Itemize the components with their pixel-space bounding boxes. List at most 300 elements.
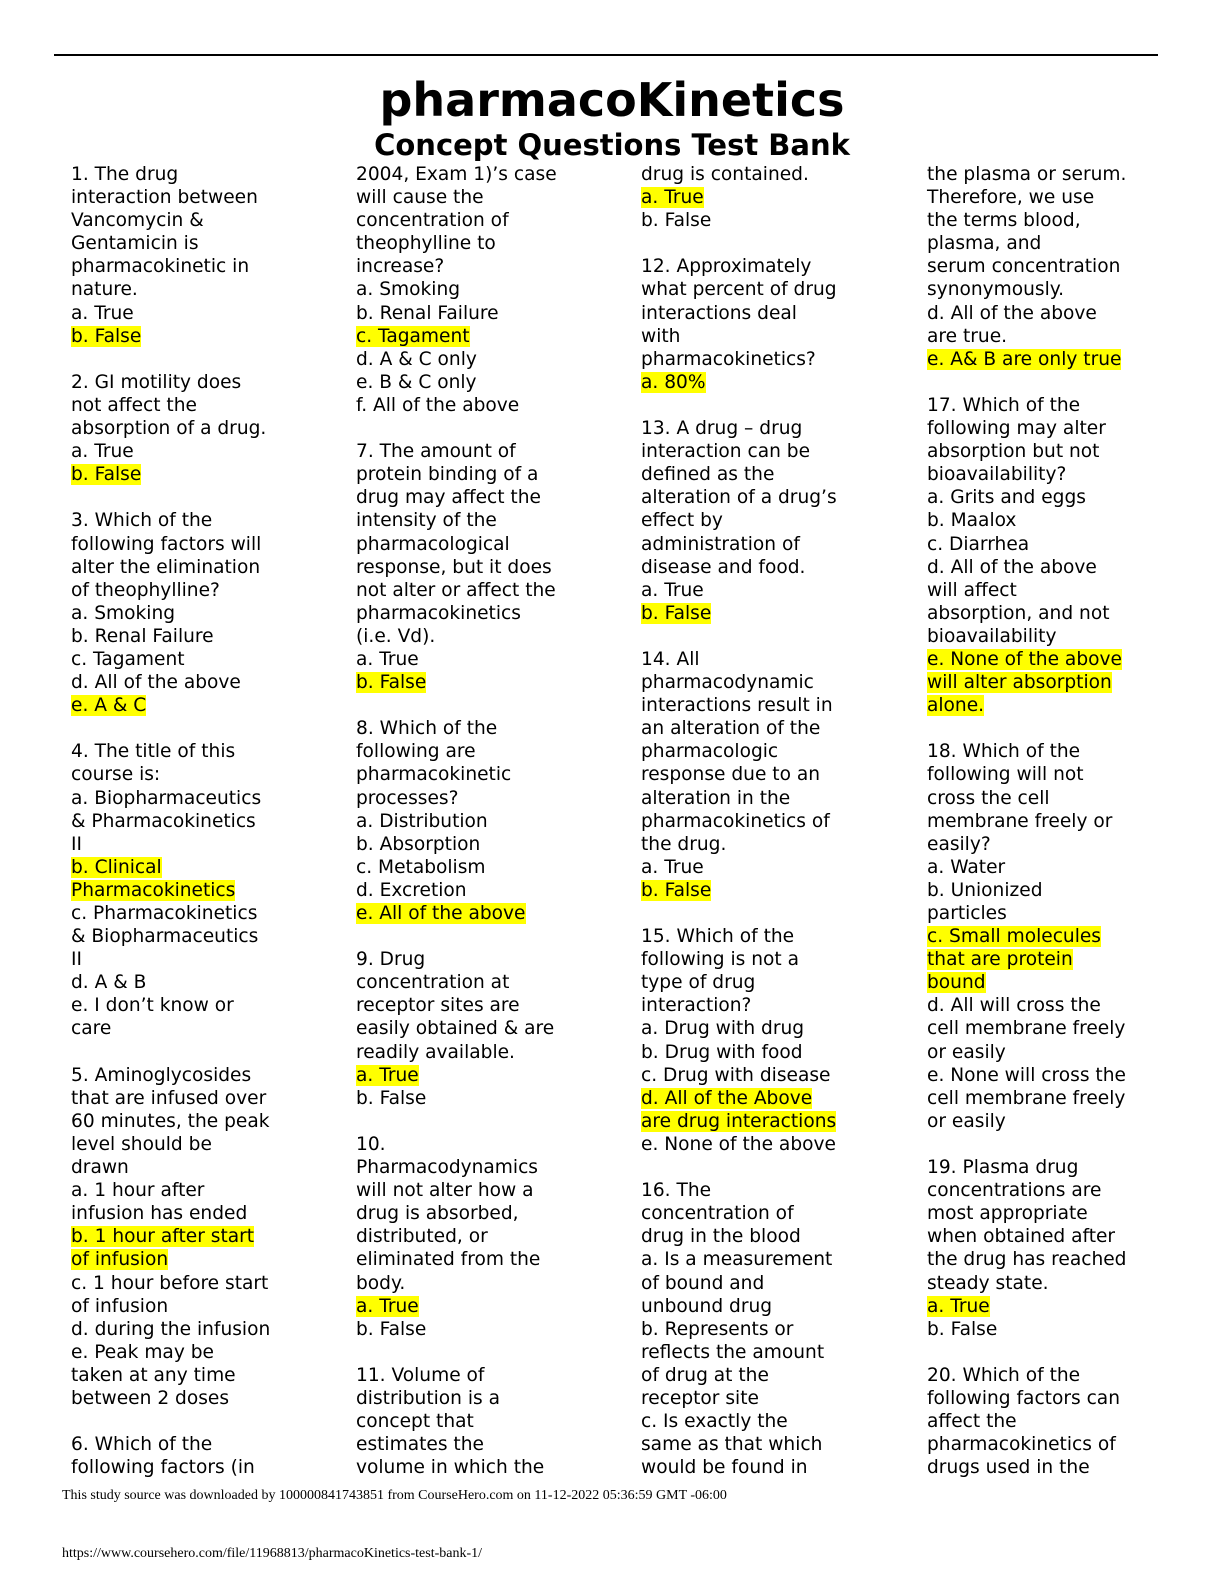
question-line: [71, 625, 343, 648]
line-text: 11. Volume of: [356, 1364, 485, 1386]
line-text: f. All of the above: [356, 394, 520, 416]
question-line: [71, 556, 343, 579]
question-line: [356, 1456, 628, 1479]
question-line: [71, 1364, 343, 1387]
question-line: [356, 763, 628, 786]
line-text: what percent of drug: [641, 279, 837, 301]
question-line: [356, 1064, 628, 1087]
question-line: [356, 1248, 628, 1271]
question-line: [356, 186, 628, 209]
line-text: estimates the: [356, 1434, 484, 1456]
line-text: a. Smoking: [356, 279, 461, 301]
question-line: [927, 556, 1199, 579]
question-line: [356, 902, 628, 925]
line-text: absorption, and not: [927, 602, 1110, 624]
question-line: [641, 694, 913, 717]
line-text: 2004, Exam 1)’s case: [356, 164, 557, 185]
line-text: drug is contained.: [641, 164, 809, 185]
question-line: [356, 302, 628, 325]
line-text: e. B & C only: [356, 371, 477, 393]
line-text: alter the elimination: [71, 556, 261, 578]
question-line: [641, 1364, 913, 1387]
line-text: following may alter: [927, 418, 1106, 440]
line-text: 10.: [356, 1133, 386, 1155]
line-text: 18. Which of the: [927, 741, 1081, 763]
highlighted-answer: of infusion: [71, 1249, 169, 1271]
line-text: or easily: [927, 1110, 1006, 1132]
line-text: disease and food.: [641, 556, 806, 578]
question-line: [71, 694, 343, 717]
question-line: [641, 486, 913, 509]
question-line: [927, 463, 1199, 486]
line-text: course is:: [71, 764, 161, 786]
line-text: c. Tagament: [71, 648, 185, 670]
line-text: a. True: [71, 441, 134, 463]
line-text: following is not a: [641, 949, 800, 971]
question-line: [356, 232, 628, 255]
question-line: [356, 1341, 628, 1364]
question-line: [641, 925, 913, 948]
line-text: a. True: [356, 648, 419, 670]
question-line: [641, 209, 913, 232]
line-text: a. Smoking: [71, 602, 176, 624]
question-line: [71, 1202, 343, 1225]
highlighted-answer: d. All of the Above: [641, 1087, 813, 1109]
line-text: pharmacokinetics: [356, 602, 521, 624]
question-line: [641, 1156, 913, 1179]
line-text: 6. Which of the: [71, 1434, 213, 1456]
line-text: infusion has ended: [71, 1203, 248, 1225]
question-line: [641, 1387, 913, 1410]
question-line: [71, 948, 343, 971]
question-line: [927, 348, 1199, 371]
page-title: pharmacoKinetics: [379, 73, 845, 127]
line-text: affect the: [927, 1411, 1017, 1433]
question-line: [356, 648, 628, 671]
line-text: the plasma or serum.: [927, 164, 1127, 185]
page-subtitle: Concept Questions Test Bank: [374, 128, 850, 162]
question-line: [641, 879, 913, 902]
line-text: 13. A drug – drug: [641, 418, 803, 440]
question-line: [927, 186, 1199, 209]
question-line: [356, 1087, 628, 1110]
question-line: [641, 1110, 913, 1133]
question-line: [356, 787, 628, 810]
question-line: [927, 1248, 1199, 1271]
question-line: [356, 325, 628, 348]
line-text: d. All of the above: [71, 672, 241, 694]
question-line: [927, 717, 1199, 740]
line-text: response, but it does: [356, 556, 552, 578]
line-text: easily?: [927, 833, 991, 855]
question-line: [356, 163, 628, 186]
question-line: [356, 856, 628, 879]
question-line: [641, 740, 913, 763]
question-line: [356, 1295, 628, 1318]
line-text: processes?: [356, 787, 459, 809]
line-text: c. Pharmacokinetics: [71, 903, 258, 924]
question-line: [356, 486, 628, 509]
line-text: same as that which: [641, 1434, 823, 1456]
question-line: [641, 186, 913, 209]
line-text: pharmacokinetics of: [641, 810, 830, 832]
line-text: e. None of the above: [641, 1133, 836, 1155]
highlighted-answer: Pharmacokinetics: [71, 879, 236, 901]
question-line: [356, 1364, 628, 1387]
question-line: [71, 1410, 343, 1433]
question-line: [927, 1017, 1199, 1040]
line-text: drug in the blood: [641, 1226, 801, 1248]
question-line: [927, 209, 1199, 232]
question-line: [641, 163, 913, 186]
question-line: [71, 486, 343, 509]
question-line: [356, 556, 628, 579]
line-text: concentration of: [641, 1203, 794, 1225]
question-line: [71, 394, 343, 417]
question-line: [71, 463, 343, 486]
line-text: would be found in: [641, 1457, 808, 1479]
question-line: [641, 1295, 913, 1318]
question-line: [71, 1295, 343, 1318]
line-text: following will not: [927, 764, 1084, 786]
line-text: not affect the: [71, 394, 197, 416]
line-text: a. Water: [927, 856, 1006, 878]
question-line: [71, 833, 343, 856]
line-text: drug is absorbed,: [356, 1203, 519, 1225]
question-line: [356, 509, 628, 532]
line-text: bioavailability?: [927, 464, 1067, 486]
question-line: [927, 856, 1199, 879]
question-line: [641, 509, 913, 532]
line-text: the terms blood,: [927, 210, 1081, 232]
question-line: [927, 325, 1199, 348]
line-text: 2. GI motility does: [71, 371, 242, 393]
question-line: [641, 1272, 913, 1295]
line-text: increase?: [356, 256, 445, 278]
question-line: [641, 902, 913, 925]
question-line: [641, 1133, 913, 1156]
line-text: of bound and: [641, 1272, 765, 1294]
line-text: b. Unionized: [927, 879, 1043, 901]
question-line: [356, 1410, 628, 1433]
line-text: b. False: [356, 1087, 427, 1109]
line-text: interaction between: [71, 187, 258, 209]
line-text: & Pharmacokinetics: [71, 810, 256, 832]
line-text: response due to an: [641, 764, 821, 786]
highlighted-answer: b. 1 hour after start: [71, 1226, 255, 1248]
line-text: e. I don’t know or: [71, 995, 234, 1017]
line-text: nature.: [71, 279, 138, 301]
question-line: [71, 1133, 343, 1156]
line-text: Pharmacodynamics: [356, 1157, 538, 1179]
line-text: cross the cell: [927, 787, 1050, 809]
line-text: a. Is a measurement: [641, 1249, 833, 1271]
line-text: synonymously.: [927, 279, 1065, 301]
question-line: [71, 1179, 343, 1202]
question-line: [71, 763, 343, 786]
question-line: [356, 948, 628, 971]
question-line: [356, 348, 628, 371]
question-line: [641, 1179, 913, 1202]
question-line: [927, 533, 1199, 556]
question-line: [356, 971, 628, 994]
line-text: with: [641, 325, 681, 347]
question-line: [927, 1318, 1199, 1341]
line-text: 4. The title of this: [71, 741, 236, 763]
line-text: 19. Plasma drug: [927, 1157, 1079, 1179]
question-line: [927, 1225, 1199, 1248]
question-line: [641, 1341, 913, 1364]
highlighted-answer: c. Tagament: [356, 325, 470, 347]
question-line: [927, 810, 1199, 833]
question-line: [641, 1041, 913, 1064]
highlighted-answer: b. False: [71, 464, 142, 486]
line-text: concentrations are: [927, 1180, 1102, 1202]
line-text: II: [71, 833, 82, 855]
question-line: [641, 648, 913, 671]
line-text: Vancomycin &: [71, 210, 204, 232]
source-url[interactable]: https://www.coursehero.com/file/11968813/pharmacoKinetics-test-bank-1/: [62, 1546, 483, 1561]
question-line: [356, 717, 628, 740]
question-line: [641, 1410, 913, 1433]
line-text: 5. Aminoglycosides: [71, 1064, 252, 1086]
question-line: [356, 1272, 628, 1295]
question-line: [641, 856, 913, 879]
line-text: b. False: [927, 1318, 998, 1340]
line-text: or easily: [927, 1041, 1006, 1063]
line-text: 1. The drug: [71, 164, 179, 185]
line-text: e. None will cross the: [927, 1064, 1126, 1086]
question-line: [71, 787, 343, 810]
line-text: following factors will: [71, 533, 262, 555]
line-text: intensity of the: [356, 510, 497, 532]
question-line: [71, 1387, 343, 1410]
line-text: 9. Drug: [356, 949, 426, 971]
line-text: pharmacological: [356, 533, 510, 555]
question-line: [927, 1064, 1199, 1087]
question-line: [641, 971, 913, 994]
question-line: [927, 1179, 1199, 1202]
question-line: [641, 255, 913, 278]
highlighted-answer: c. Small molecules: [927, 926, 1101, 948]
line-text: body.: [356, 1272, 406, 1294]
line-text: a. True: [641, 856, 704, 878]
question-line: [927, 1456, 1199, 1479]
line-text: pharmacologic: [641, 741, 779, 763]
line-text: absorption but not: [927, 441, 1100, 463]
question-line: [927, 763, 1199, 786]
question-line: [356, 879, 628, 902]
question-line: [641, 325, 913, 348]
line-text: cell membrane freely: [927, 1018, 1126, 1040]
line-text: most appropriate: [927, 1203, 1088, 1225]
question-line: [641, 232, 913, 255]
column-4: [927, 163, 1199, 1479]
question-line: [927, 394, 1199, 417]
question-line: [927, 902, 1199, 925]
question-line: [641, 994, 913, 1017]
highlighted-answer: a. True: [356, 1295, 419, 1317]
question-line: [356, 994, 628, 1017]
line-text: between 2 doses: [71, 1387, 230, 1409]
line-text: b. Renal Failure: [71, 625, 214, 647]
question-line: [71, 810, 343, 833]
download-notice: This study source was downloaded by 100000841743851 from CourseHero.com on 11-12-2022 05:36:59 GMT -06:00: [62, 1488, 727, 1503]
question-line: [927, 1410, 1199, 1433]
question-line: [356, 440, 628, 463]
question-line: [927, 232, 1199, 255]
question-line: [927, 1110, 1199, 1133]
line-text: distribution is a: [356, 1387, 501, 1409]
line-text: pharmacodynamic: [641, 672, 814, 694]
line-text: protein binding of a: [356, 464, 539, 486]
question-line: [641, 787, 913, 810]
question-line: [356, 810, 628, 833]
question-line: [71, 971, 343, 994]
line-text: b. Represents or: [641, 1318, 794, 1340]
question-line: [927, 671, 1199, 694]
line-text: a. Grits and eggs: [927, 487, 1086, 509]
question-line: [927, 740, 1199, 763]
question-line: [641, 1064, 913, 1087]
question-line: [641, 579, 913, 602]
question-line: [641, 1318, 913, 1341]
highlighted-answer: that are protein: [927, 949, 1073, 971]
question-line: [641, 948, 913, 971]
line-text: effect by: [641, 510, 723, 532]
line-text: care: [71, 1018, 112, 1040]
highlighted-answer: a. 80%: [641, 371, 706, 393]
line-text: concentration of: [356, 210, 509, 232]
line-text: volume in which the: [356, 1457, 545, 1479]
line-text: a. 1 hour after: [71, 1180, 205, 1202]
question-line: [927, 948, 1199, 971]
line-text: will cause the: [356, 187, 484, 209]
question-line: [356, 1179, 628, 1202]
question-line: [71, 371, 343, 394]
line-text: following factors (in: [71, 1457, 255, 1479]
line-text: absorption of a drug.: [71, 418, 267, 440]
line-text: c. Is exactly the: [641, 1411, 788, 1433]
question-line: [71, 417, 343, 440]
question-line: [71, 325, 343, 348]
line-text: not alter or affect the: [356, 579, 556, 601]
line-text: serum concentration: [927, 256, 1121, 278]
line-text: 60 minutes, the peak: [71, 1110, 270, 1132]
line-text: a. True: [71, 302, 134, 324]
question-line: [641, 533, 913, 556]
question-line: [641, 602, 913, 625]
line-text: b. Maalox: [927, 510, 1017, 532]
question-line: [641, 1248, 913, 1271]
question-line: [927, 440, 1199, 463]
line-text: drawn: [71, 1157, 129, 1179]
line-text: pharmacokinetics of: [927, 1434, 1116, 1456]
question-line: [356, 740, 628, 763]
question-line: [927, 1272, 1199, 1295]
question-line: [356, 463, 628, 486]
question-line: [71, 994, 343, 1017]
question-line: [356, 1017, 628, 1040]
question-line: [927, 1202, 1199, 1225]
line-text: d. during the infusion: [71, 1318, 271, 1340]
line-text: 15. Which of the: [641, 926, 795, 948]
top-rule: [54, 54, 1158, 56]
question-line: [927, 486, 1199, 509]
line-text: concept that: [356, 1411, 474, 1433]
question-line: [71, 1017, 343, 1040]
highlighted-answer: a. True: [927, 1295, 990, 1317]
line-text: a. True: [641, 579, 704, 601]
line-text: II: [71, 949, 82, 971]
question-line: [641, 1225, 913, 1248]
question-line: [71, 1110, 343, 1133]
question-line: [356, 1133, 628, 1156]
line-text: a. Distribution: [356, 810, 488, 832]
question-line: [927, 417, 1199, 440]
line-text: b. Absorption: [356, 833, 481, 855]
line-text: cell membrane freely: [927, 1087, 1126, 1109]
question-line: [927, 579, 1199, 602]
question-line: [927, 1295, 1199, 1318]
question-line: [927, 1364, 1199, 1387]
line-text: level should be: [71, 1133, 212, 1155]
line-text: readily available.: [356, 1041, 515, 1063]
question-line: [927, 163, 1199, 186]
question-line: [356, 1318, 628, 1341]
question-line: [71, 925, 343, 948]
question-line: [356, 1041, 628, 1064]
line-text: c. Metabolism: [356, 856, 486, 878]
line-text: 17. Which of the: [927, 394, 1081, 416]
question-line: [71, 856, 343, 879]
line-text: c. 1 hour before start: [71, 1272, 269, 1294]
highlighted-answer: b. False: [641, 879, 712, 901]
question-line: [356, 417, 628, 440]
question-line: [71, 440, 343, 463]
question-line: [71, 602, 343, 625]
line-text: taken at any time: [71, 1364, 236, 1386]
line-text: are true.: [927, 325, 1008, 347]
question-line: [71, 671, 343, 694]
question-line: [641, 463, 913, 486]
question-line: [927, 278, 1199, 301]
line-text: 14. All: [641, 648, 700, 670]
question-line: [71, 278, 343, 301]
highlighted-answer: a. True: [641, 187, 704, 209]
question-line: [71, 1064, 343, 1087]
line-text: & Biopharmaceutics: [71, 926, 259, 948]
question-line: [927, 255, 1199, 278]
question-line: [71, 533, 343, 556]
question-line: [356, 255, 628, 278]
line-text: type of drug: [641, 972, 756, 994]
question-line: [641, 810, 913, 833]
line-text: d. Excretion: [356, 879, 467, 901]
question-line: [927, 971, 1199, 994]
question-line: [71, 163, 343, 186]
question-line: [356, 1387, 628, 1410]
line-text: d. All of the above: [927, 302, 1097, 324]
question-line: [927, 994, 1199, 1017]
question-line: [71, 879, 343, 902]
question-line: [356, 1110, 628, 1133]
question-line: [641, 671, 913, 694]
line-text: pharmacokinetics?: [641, 348, 816, 370]
highlighted-answer: will alter absorption: [927, 672, 1112, 694]
question-line: [71, 1318, 343, 1341]
line-text: of drug at the: [641, 1364, 769, 1386]
